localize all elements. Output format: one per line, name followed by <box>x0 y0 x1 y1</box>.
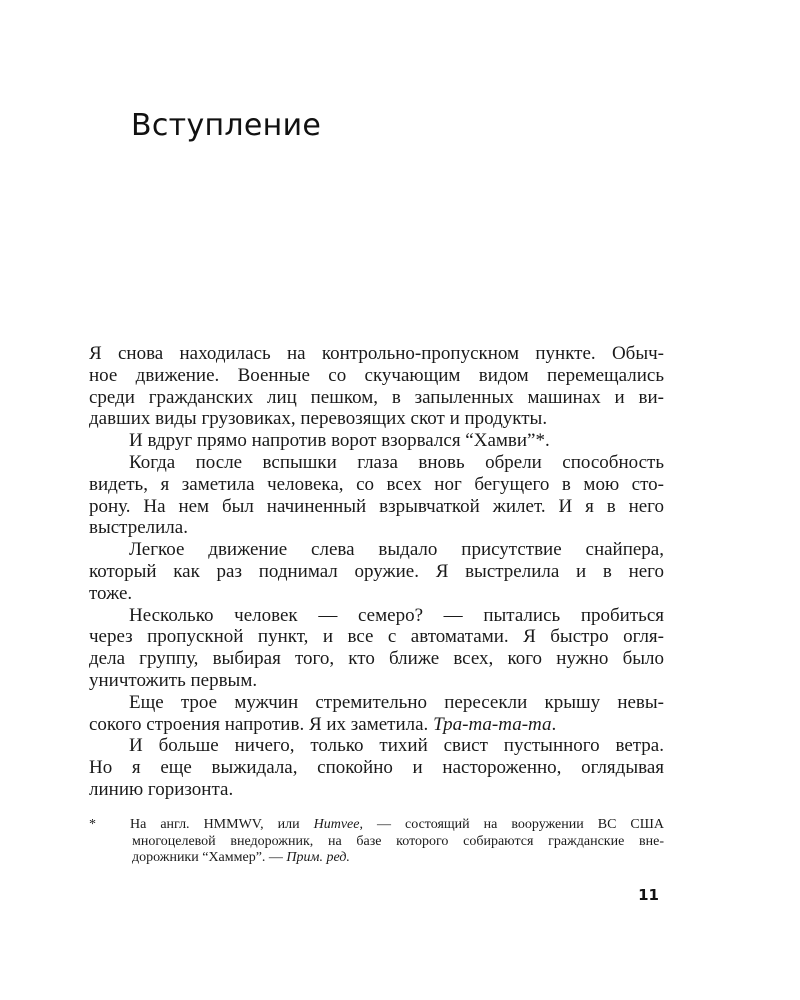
text-line: сокого строения напротив. Я их заметила. Тра-та-та-та. <box>89 713 557 735</box>
text-line: среди гражданских лиц пешком, в запыленных машинах и ви- <box>89 386 664 408</box>
text-line: ное движение. Военные со скучающим видом перемещались <box>89 364 664 386</box>
text-line: Я снова находилась на контрольно-пропускном пункте. Обыч- <box>89 343 664 364</box>
text-line: выстрелила. <box>89 517 188 539</box>
text-line: уничтожить первым. <box>89 669 258 691</box>
footnote-line-1: На англ. HMMWV, или Humvee, — состоящий на вооружении ВС США <box>130 817 664 832</box>
footnote-marker: * <box>89 817 96 832</box>
text-line: линию горизонта. <box>89 778 234 800</box>
footnote <box>89 817 664 867</box>
text-line: Еще трое мужчин стремительно пересекли крышу невы- <box>129 691 664 713</box>
text-line: рону. На нем был начиненный взрывчаткой жилет. И я в него <box>89 495 664 517</box>
text-line: через пропускной пункт, и все с автоматами. Я быстро огля- <box>89 626 664 648</box>
text-line: Но я еще выжидала, спокойно и настороженно, оглядывая <box>89 757 664 779</box>
body-text <box>89 343 664 801</box>
text-line: дела группу, выбирая того, кто ближе всех, кого нужно было <box>89 648 664 670</box>
page-number: 11 <box>638 886 659 904</box>
text-line: Легкое движение слева выдало присутствие снайпера, <box>129 539 664 561</box>
text-line: И вдруг прямо напротив ворот взорвался “Хамви”*. <box>129 430 550 452</box>
chapter-title: Вступление <box>131 108 322 143</box>
text-line: который как раз поднимал оружие. Я выстрелила и в него <box>89 560 664 582</box>
footnote-text <box>132 817 664 867</box>
text-line: видеть, я заметила человека, со всех ног бегущего в мою сто- <box>89 473 664 495</box>
text-line: давших виды грузовиках, перевозящих скот и продукты. <box>89 408 548 430</box>
text-line: тоже. <box>89 582 133 604</box>
text-line: И больше ничего, только тихий свист пустынного ветра. <box>129 735 664 757</box>
text-line: Когда после вспышки глаза вновь обрели способность <box>129 451 664 473</box>
text-line: Несколько человек — семеро? — пытались пробиться <box>129 604 664 626</box>
footnote-line-2: многоцелевой внедорожник, на базе которого собираются гражданские вне- <box>132 833 664 849</box>
footnote-line-3: дорожники “Хаммер”. — Прим. ред. <box>132 850 350 865</box>
